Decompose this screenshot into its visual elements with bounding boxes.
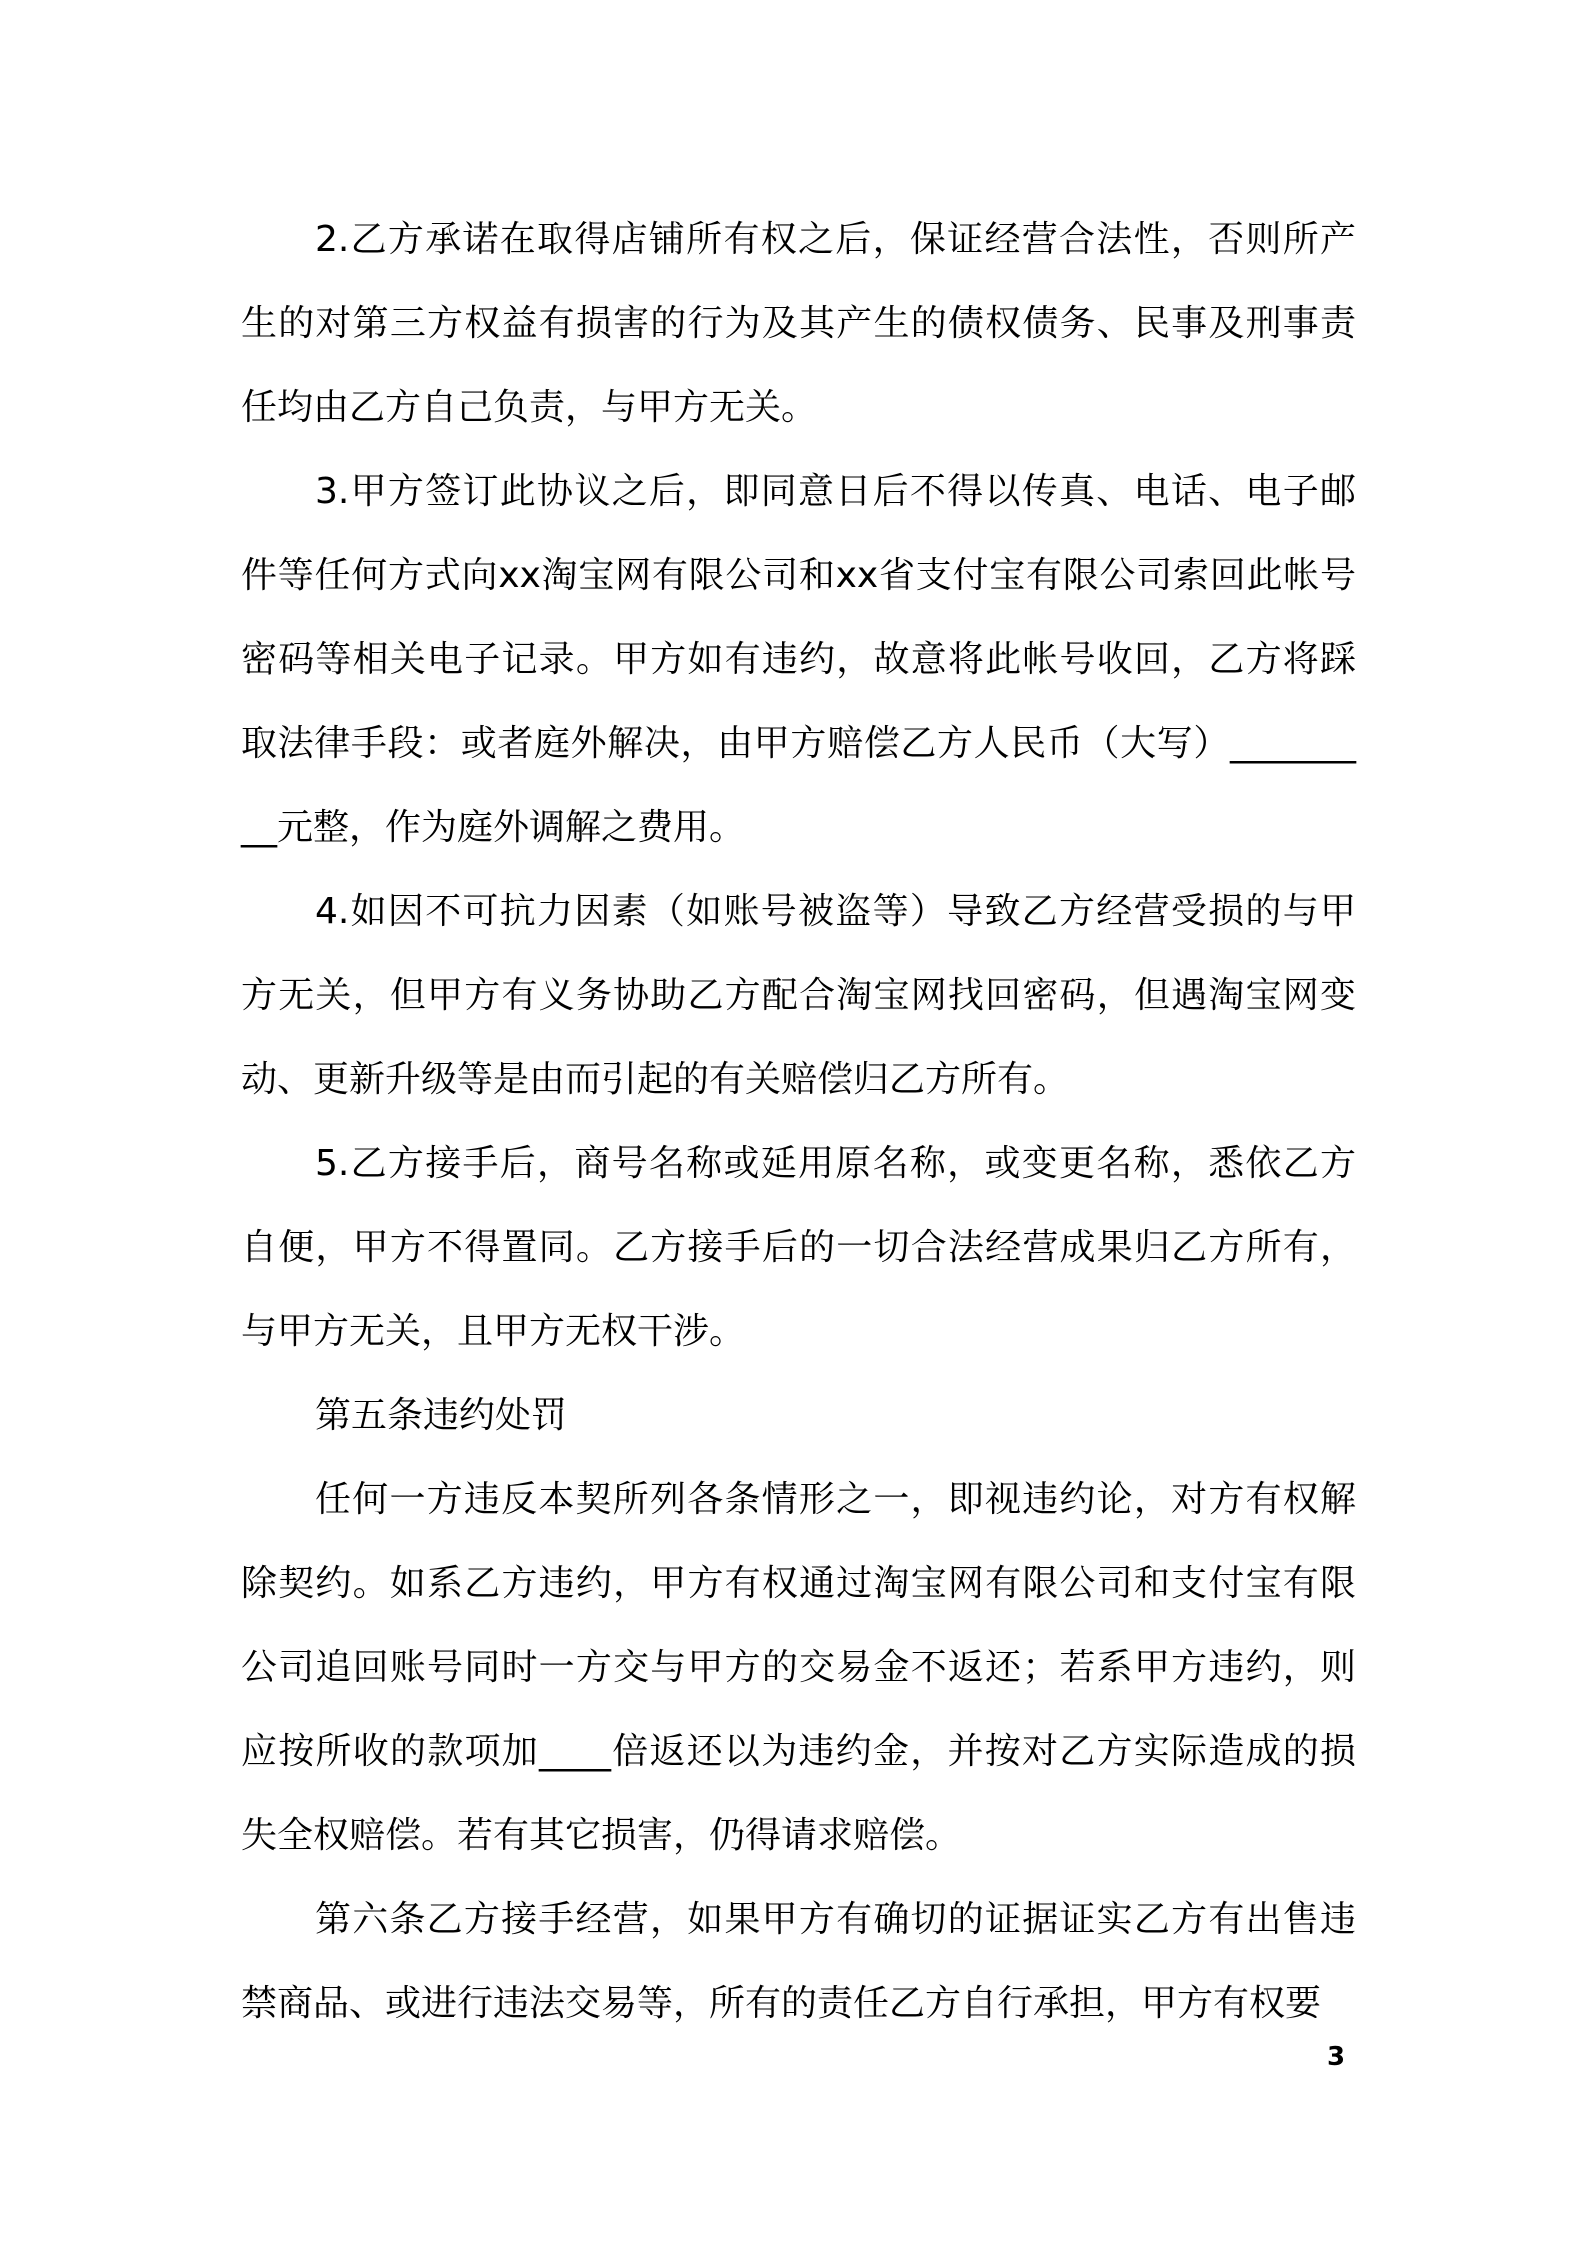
clause-3-paragraph: 3.甲方签订此协议之后，即同意日后不得以传真、电话、电子邮件等任何方式向xx淘宝网有限公司和xx省支付宝有限公司索回此帐号密码等相关电子记录。甲方如有违约，故意将此帐号收回，乙方将踩取法律手段：或者庭外解决，由甲方赔偿乙方人民币（大写）_________元整，作为庭外调解之费用。 [241, 471, 1356, 848]
article-6-paragraph: 第六条乙方接手经营，如果甲方有确切的证据证实乙方有出售违禁商品、或进行违法交易等，所有的责任乙方自行承担，甲方有权要 [241, 1899, 1356, 2024]
clause-5-paragraph: 5.乙方接手后，商号名称或延用原名称，或变更名称，悉依乙方自便，甲方不得置同。乙方接手后的一切合法经营成果归乙方所有，与甲方无关，且甲方无权干涉。 [241, 1143, 1356, 1352]
article-5-heading: 第五条违约处罚 [315, 1395, 568, 1436]
clause-4-paragraph: 4.如因不可抗力因素（如账号被盗等）导致乙方经营受损的与甲方无关，但甲方有义务协助乙方配合淘宝网找回密码，但遇淘宝网变动、更新升级等是由而引起的有关赔偿归乙方所有。 [241, 891, 1356, 1100]
page-number: 3 [1327, 2042, 1346, 2072]
document-body [241, 198, 1356, 2046]
article-5-paragraph: 任何一方违反本契所列各条情形之一，即视违约论，对方有权解除契约。如系乙方违约，甲方有权通过淘宝网有限公司和支付宝有限公司追回账号同时一方交与甲方的交易金不返还；若系甲方违约，则应按所收的款项加____倍返还以为违约金，并按对乙方实际造成的损失全权赔偿。若有其它损害，仍得请求赔偿。 [241, 1479, 1356, 1856]
clause-2-paragraph: 2.乙方承诺在取得店铺所有权之后，保证经营合法性，否则所产生的对第三方权益有损害的行为及其产生的债权债务、民事及刑事责任均由乙方自己负责，与甲方无关。 [241, 219, 1356, 428]
